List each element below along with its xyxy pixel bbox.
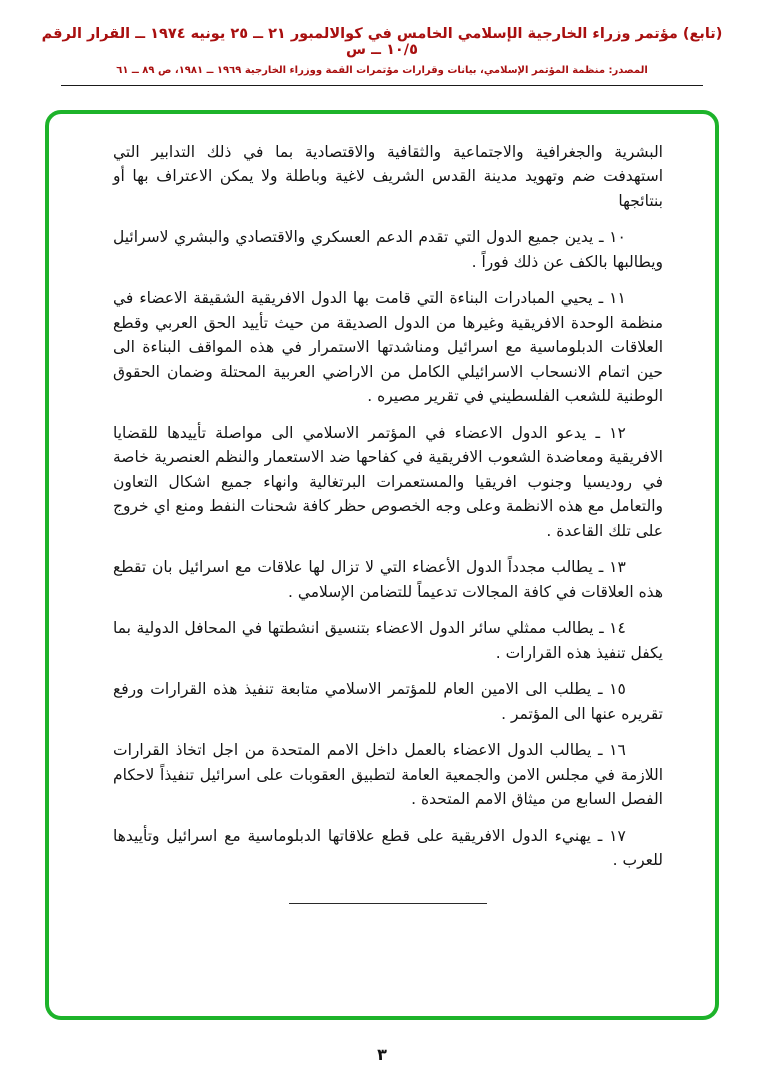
page-header (0, 26, 764, 86)
page-footer (0, 1045, 764, 1064)
body-paragraph-item-13: ١٣ ـ يطالب مجدداً الدول الأعضاء التي لا تزال لها علاقات مع اسرائيل بان تقطع هذه العلاقات في كافة المجالات تدعيماً للتضامن الإسلامي . (113, 558, 663, 601)
body-paragraph-item-17: ١٧ ـ يهنيء الدول الافريقية على قطع علاقاتها الدبلوماسية مع اسرائيل وتأييدها للعرب . (113, 826, 663, 870)
header-title: (تابع) مؤتمر وزراء الخارجية الإسلامي الخامس في كوالالمبور ٢١ ــ ٢٥ يونيه ١٩٧٤ ــ القرار الرقم ١٠/٥ ــ س (41, 26, 723, 58)
body-paragraph-continuation: البشرية والجغرافية والاجتماعية والثقافية والاقتصادية بما في ذلك التدابير التي استهدفت ضم وتهويد مدينة القدس الشريف لاغية وباطلة ولا يمكن الاعتراف بها أو بنتائجها (113, 143, 663, 210)
header-source-line: المصدر: منظمة المؤتمر الإسلامي، بيانات وقرارات مؤتمرات القمة ووزراء الخارجية ١٩٦٩ ــ ١٩٨١، ص ٨٩ ــ ٦١ (116, 65, 648, 76)
body-paragraph-item-11: ١١ ـ يحيي المبادرات البناءة التي قامت بها الدول الافريقية الشقيقة الاعضاء في منظمة الوحدة الافريقية وغيرها من الدول الصديقة من حيث تأييد الحق العربي وقطع العلاقات الدبلوماسية مع اسرائيل ومناشدتها الاستمرار في هذه المواقف البناءة الى حين اتمام الانسحاب الاسرائيلي الكامل من الاراضي العربية المحتلة وضمان الحقوق الوطنية للشعب الفلسطيني في تقرير مصيره . (113, 289, 663, 406)
content-frame (45, 110, 719, 1020)
body-paragraph-item-16: ١٦ ـ يطالب الدول الاعضاء بالعمل داخل الامم المتحدة من اجل اتخاذ القرارات اللازمة في مجلس الامن والجمعية العامة لتطبيق العقوبات على اسرائيل تنفيذاً لاحكام الفصل السابع من ميثاق الامم المتحدة . (113, 741, 663, 809)
page-number: ٣ (377, 1045, 387, 1064)
body-paragraph-item-12: ١٢ ـ يدعو الدول الاعضاء في المؤتمر الاسلامي الى مواصلة تأييدها للقضايا الافريقية ومعاضدة الشعوب الافريقية في كفاحها ضد الاستعمار والنظم العنصرية خاصة في روديسيا وجنوب افريقيا والمستعمرات البرتغالية وانهاء جميع اشكال التعاون والتعامل مع هذه الانظمة وعلى وجه الخصوص حظر كافة شحنات النفط ومنع اي خروج على تلك القاعدة . (113, 423, 663, 540)
body-paragraph-item-14: ١٤ ـ يطالب ممثلي سائر الدول الاعضاء بتنسيق انشطتها في المحافل الدولية بما يكفل تنفيذ هذه القرارات . (113, 619, 663, 662)
body-paragraph-item-15: ١٥ ـ يطلب الى الامين العام للمؤتمر الاسلامي متابعة تنفيذ هذه القرارات ورفع تقريره عنها الى المؤتمر . (113, 680, 663, 723)
end-of-text-divider (289, 903, 487, 904)
header-divider (61, 85, 703, 86)
body-paragraph-item-10: ١٠ ـ يدين جميع الدول التي تقدم الدعم العسكري والاقتصادي والبشري لاسرائيل ويطالبها بالكف عن ذلك فوراً . (113, 228, 663, 271)
